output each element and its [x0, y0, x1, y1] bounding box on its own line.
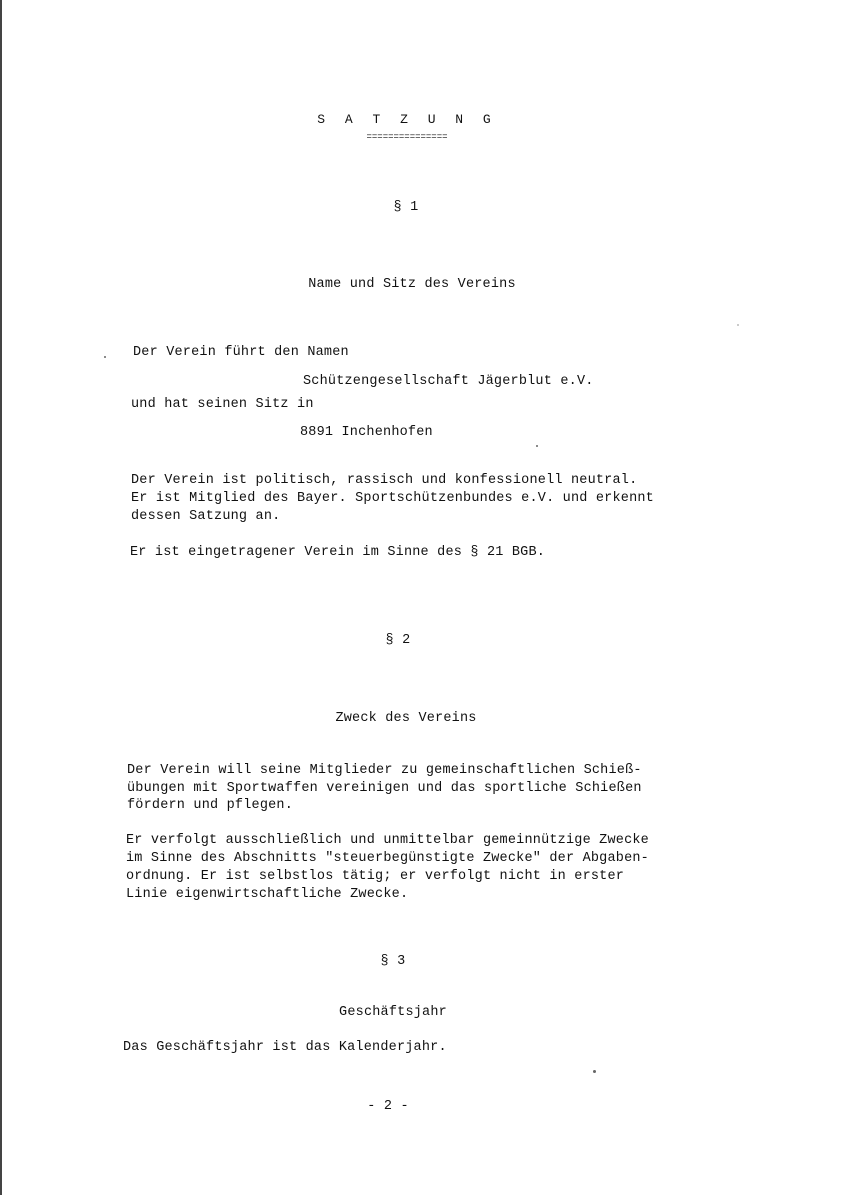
- section-1-seat-intro: und hat seinen Sitz in: [131, 397, 314, 412]
- section-2-para-2-line-4: Linie eigenwirtschaftliche Zwecke.: [126, 887, 409, 902]
- club-seat: 8891 Inchenhofen: [300, 425, 433, 440]
- section-1-name-intro: Der Verein führt den Namen: [133, 345, 349, 360]
- section-2-para-1-line-1: Der Verein will seine Mitglieder zu gemeinschaftlichen Schieß-: [127, 763, 642, 778]
- scan-speck: [593, 1070, 596, 1073]
- scan-speck: [737, 324, 739, 326]
- section-1-heading: Name und Sitz des Vereins: [308, 277, 516, 292]
- section-2-para-1-line-3: fördern und pflegen.: [127, 798, 294, 813]
- section-2-heading: Zweck des Vereins: [335, 711, 477, 726]
- section-2-number: § 2: [385, 633, 411, 648]
- section-3-heading: Geschäftsjahr: [339, 1005, 447, 1020]
- scan-speck: [536, 445, 538, 447]
- section-2-para-2-line-2: im Sinne des Abschnitts "steuerbegünstigte Zwecke" der Abgaben-: [126, 851, 649, 866]
- section-2-para-1-line-2: übungen mit Sportwaffen vereinigen und das sportliche Schießen: [127, 781, 642, 796]
- section-3-text: Das Geschäftsjahr ist das Kalenderjahr.: [123, 1040, 447, 1055]
- section-2-para-2-line-1: Er verfolgt ausschließlich und unmittelbar gemeinnützige Zwecke: [126, 833, 649, 848]
- scan-speck: [104, 356, 106, 358]
- title-underline: ===============: [366, 132, 448, 142]
- section-1-number: § 1: [393, 200, 419, 215]
- page-edge: [0, 0, 2, 1195]
- club-name: Schützengesellschaft Jägerblut e.V.: [303, 374, 594, 389]
- section-3-number: § 3: [380, 954, 406, 969]
- section-1-para-1-line-1: Der Verein ist politisch, rassisch und konfessionell neutral.: [131, 473, 638, 488]
- section-1-para-2: Er ist eingetragener Verein im Sinne des § 21 BGB.: [130, 545, 546, 560]
- section-1-para-1-line-3: dessen Satzung an.: [131, 509, 281, 524]
- page-number: - 2 -: [367, 1099, 409, 1114]
- section-1-para-1-line-2: Er ist Mitglied des Bayer. Sportschützenbundes e.V. und erkennt: [131, 491, 654, 506]
- document-title: S A T Z U N G: [317, 112, 497, 127]
- section-2-para-2-line-3: ordnung. Er ist selbstlos tätig; er verfolgt nicht in erster: [126, 869, 625, 884]
